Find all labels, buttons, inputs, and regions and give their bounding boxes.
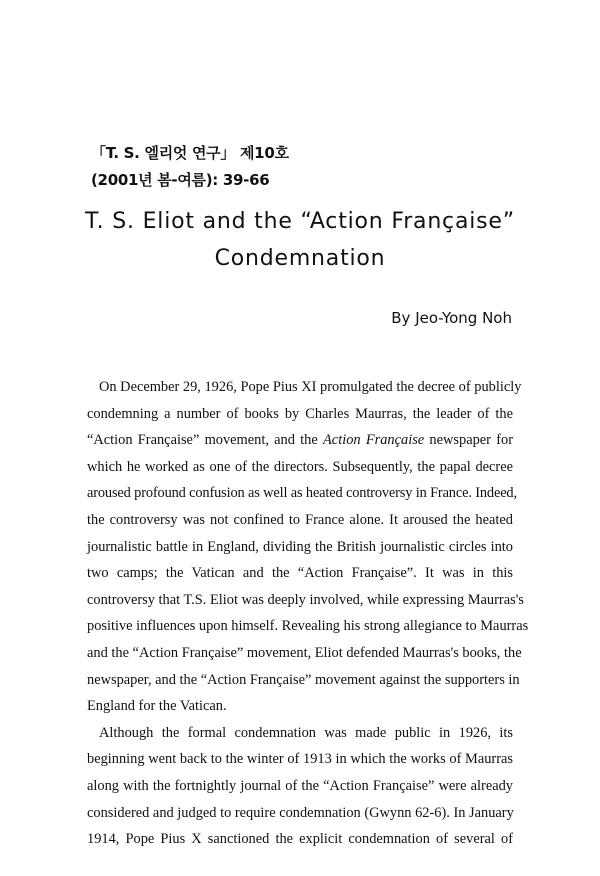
- journal-date-pages-line: (2001년 봄-여름): 39-66: [91, 171, 270, 189]
- body-line: 1914, Pope Pius X sanctioned the explicit condemnation of several of: [87, 831, 513, 848]
- author-byline: By Jeo-Yong Noh: [391, 309, 512, 327]
- body-line: controversy that T.S. Eliot was deeply involved, while expressing Maurras's: [87, 591, 524, 608]
- body-line: and the “Action Française” movement, Eliot defended Maurras's books, the: [87, 644, 522, 661]
- body-line: the controversy was not confined to France alone. It aroused the heated: [87, 511, 513, 528]
- body-line: two camps; the Vatican and the “Action Française”. It was in this: [87, 565, 513, 582]
- body-line: Although the formal condemnation was made public in 1926, its: [99, 724, 513, 741]
- journal-issue-line: 「T. S. 엘리엇 연구」 제10호: [91, 144, 289, 162]
- body-line: condemning a number of books by Charles Maurras, the leader of the: [87, 405, 513, 422]
- body-line: newspaper, and the “Action Française” movement against the supporters in: [87, 671, 520, 688]
- body-text-span: “Action Française” movement, and the: [87, 432, 324, 449]
- body-line: positive influences upon himself. Revealing his strong allegiance to Maurras: [87, 618, 529, 635]
- body-line: On December 29, 1926, Pope Pius XI promulgated the decree of publicly: [99, 379, 522, 395]
- body-line: journalistic battle in England, dividing the British journalistic circles into: [87, 538, 513, 555]
- paper-title-line-1: T. S. Eliot and the “Action Française”: [85, 209, 515, 234]
- journal-info: [91, 140, 289, 194]
- body-line: [87, 427, 513, 454]
- body-line: aroused profound confusion as well as heated controversy in France. Indeed,: [87, 485, 517, 502]
- body-text: [87, 374, 529, 853]
- body-line: along with the fortnightly journal of the “Action Française” were already: [87, 777, 513, 794]
- body-line: England for the Vatican.: [87, 698, 227, 715]
- body-line: beginning went back to the winter of 1913 in which the works of Maurras: [87, 751, 513, 768]
- body-line: considered and judged to require condemnation (Gwynn 62-6). In January: [87, 804, 514, 821]
- body-text-span: newspaper for: [424, 432, 513, 449]
- body-line: which he worked as one of the directors. Subsequently, the papal decree: [87, 458, 513, 475]
- paper-title-line-2: Condemnation: [214, 246, 386, 271]
- newspaper-title-italic: Action Française: [323, 432, 425, 449]
- paper-title: [40, 203, 560, 277]
